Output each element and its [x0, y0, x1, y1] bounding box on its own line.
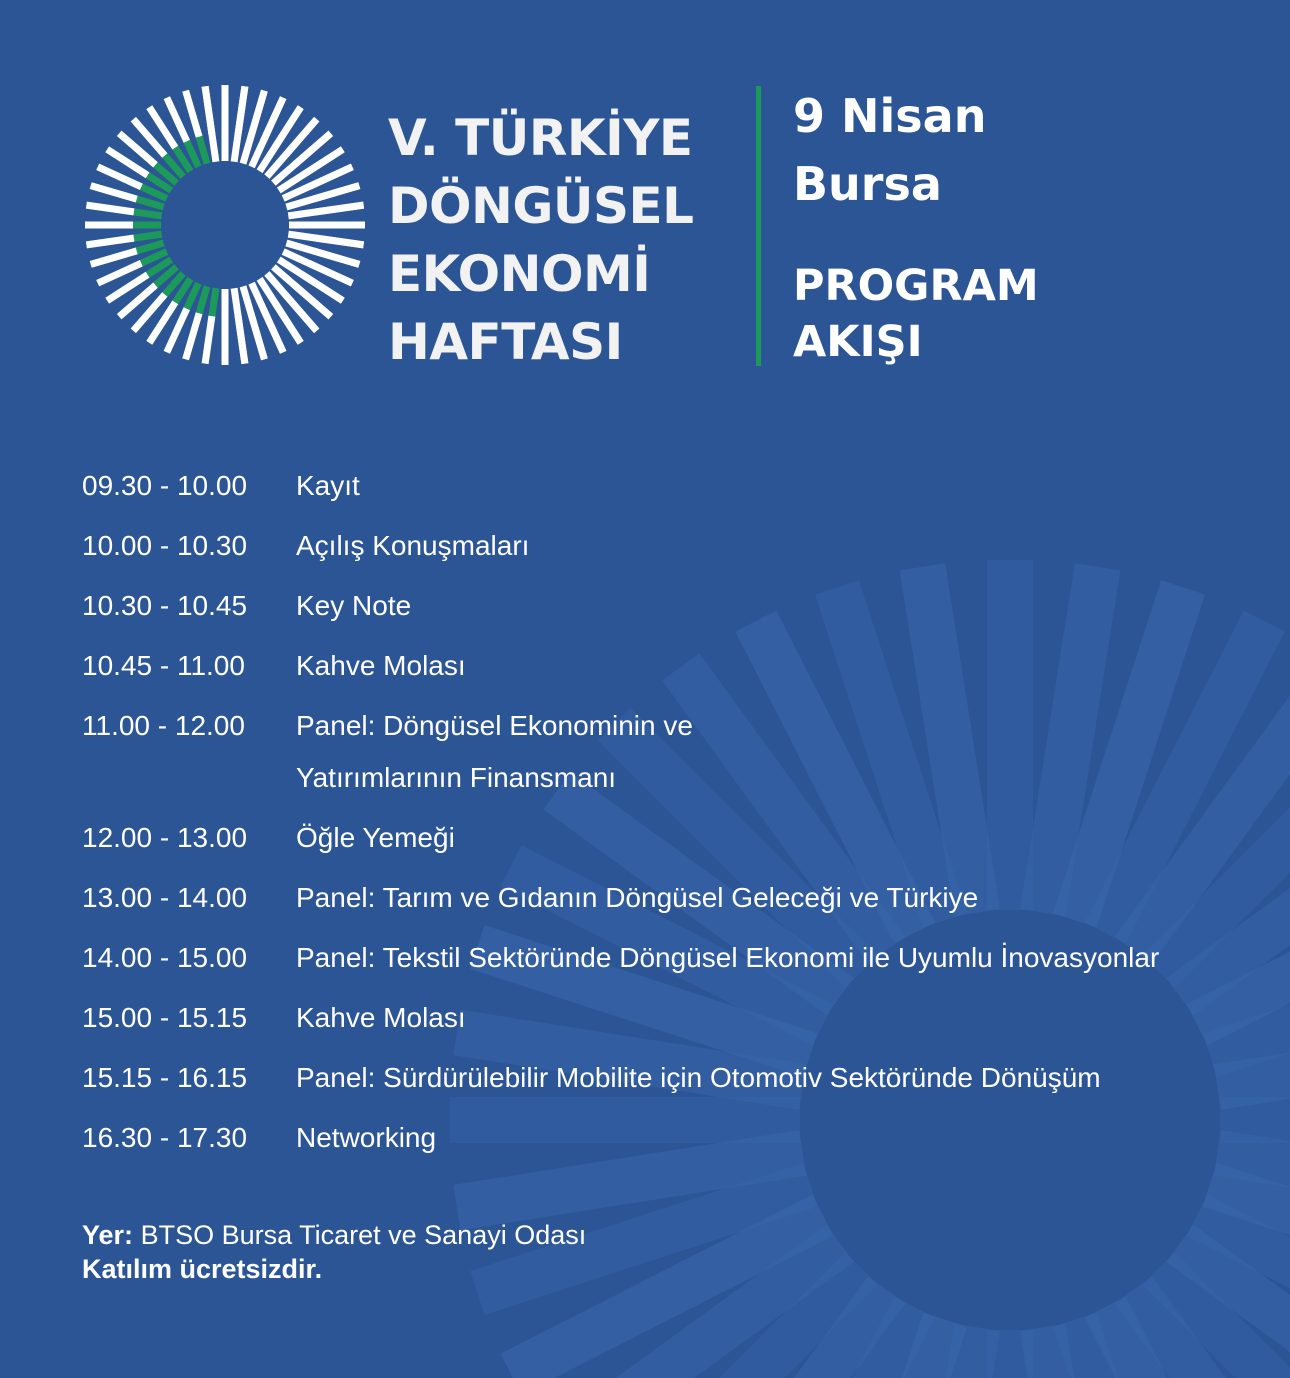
schedule-time: 10.30 - 10.45: [82, 590, 248, 621]
schedule-title-line: Panel: Tekstil Sektöründe Döngüsel Ekonomi ile Uyumlu İnovasyonlar: [296, 942, 1160, 973]
schedule-time: 13.00 - 14.00: [82, 882, 248, 913]
logo-ray-outer: [205, 86, 212, 133]
schedule-title: [296, 868, 978, 928]
schedule-title-line: Kayıt: [296, 470, 360, 501]
logo-ray-outer: [316, 205, 364, 212]
header-divider: [756, 86, 761, 366]
schedule-time: 09.30 - 10.00: [82, 470, 248, 501]
schedule-time: 16.30 - 17.30: [82, 1122, 248, 1153]
schedule-time: 12.00 - 13.00: [82, 822, 248, 853]
logo-ray-outer: [313, 251, 359, 265]
schedule-row: [82, 1108, 1159, 1168]
logo-ray-outer: [238, 316, 245, 364]
logo-title-line-1: V. TÜRKİYE: [388, 109, 693, 167]
schedule-title-line: Kahve Molası: [296, 1002, 466, 1033]
schedule-title: [296, 1048, 1101, 1108]
schedule-title: [296, 576, 411, 636]
schedule-row: [82, 808, 1159, 868]
event-city: Bursa: [793, 157, 942, 211]
schedule-row: [82, 636, 1159, 696]
schedule-time: 15.15 - 16.15: [82, 1062, 248, 1093]
schedule-time: 14.00 - 15.00: [82, 942, 248, 973]
logo-ray-outer: [186, 91, 200, 137]
venue-name: BTSO Bursa Ticaret ve Sanayi Odası: [140, 1220, 587, 1250]
schedule-title: [296, 636, 466, 696]
schedule-title-line: Panel: Tarım ve Gıdanın Döngüsel Geleceği ve Türkiye: [296, 882, 979, 913]
schedule-title-line: Kahve Molası: [296, 650, 466, 681]
participation-note: Katılım ücretsizdir.: [82, 1254, 323, 1284]
schedule-title: [296, 456, 360, 516]
venue-label: Yer:: [82, 1220, 134, 1250]
schedule-time: 10.45 - 11.00: [82, 650, 245, 681]
logo-ray-outer: [313, 186, 359, 200]
logo-ray-outer: [91, 251, 137, 265]
schedule-title: [296, 696, 693, 808]
schedule-time: 15.00 - 15.15: [82, 1002, 248, 1033]
schedule-title: [296, 1108, 436, 1168]
schedule-title-line: Açılış Konuşmaları: [296, 530, 530, 561]
logo-title-line-2: DÖNGÜSEL: [388, 177, 694, 235]
schedule-title-line: Networking: [296, 1122, 437, 1153]
schedule-row: [82, 928, 1159, 988]
schedule-row: [82, 868, 1159, 928]
schedule-title: [296, 516, 529, 576]
logo-ray-outer: [86, 238, 133, 245]
schedule-row: [82, 988, 1159, 1048]
schedule-row: [82, 516, 1159, 576]
event-date: 9 Nisan: [793, 89, 987, 143]
schedule-title-line: Panel: Döngüsel Ekonominin ve: [296, 710, 693, 741]
schedule-time: 11.00 - 12.00: [82, 710, 245, 741]
program-title: [793, 258, 1039, 370]
schedule-list: [82, 456, 1159, 1168]
schedule-title-line: Yatırımlarının Finansmanı: [296, 762, 617, 793]
logo-title-line-3: EKONOMİ: [388, 245, 651, 303]
schedule-time: 10.00 - 10.30: [82, 530, 248, 561]
logo-ray-outer: [238, 86, 245, 133]
schedule-title: [296, 988, 466, 1048]
logo-ray-outer: [86, 205, 133, 212]
schedule-title-line: Öğle Yemeği: [296, 822, 455, 853]
logo-title-line-4: HAFTASI: [388, 313, 623, 371]
schedule-title: [296, 928, 1159, 988]
logo-ray-outer: [316, 238, 364, 245]
schedule-row: [82, 456, 1159, 516]
logo-ray-outer: [205, 316, 212, 364]
schedule-title-line: Panel: Sürdürülebilir Mobilite için Otomotiv Sektöründe Dönüşüm: [296, 1062, 1101, 1093]
footer: [82, 1218, 586, 1286]
event-logo-title: [388, 104, 694, 376]
schedule-row: [82, 696, 1159, 808]
circular-logo-icon: [80, 80, 370, 370]
logo-ray-outer: [186, 313, 200, 359]
schedule-row: [82, 1048, 1159, 1108]
program-title-line-1: PROGRAM: [793, 261, 1039, 311]
venue-line: [82, 1218, 586, 1252]
logo-ray-outer: [251, 91, 265, 137]
logo-ray-outer: [251, 313, 265, 359]
logo-ray-outer: [91, 186, 137, 200]
program-title-line-2: AKIŞI: [793, 317, 923, 367]
schedule-title: [296, 808, 455, 868]
schedule-title-line: Key Note: [296, 590, 412, 621]
schedule-row: [82, 576, 1159, 636]
event-info: [793, 82, 1039, 370]
